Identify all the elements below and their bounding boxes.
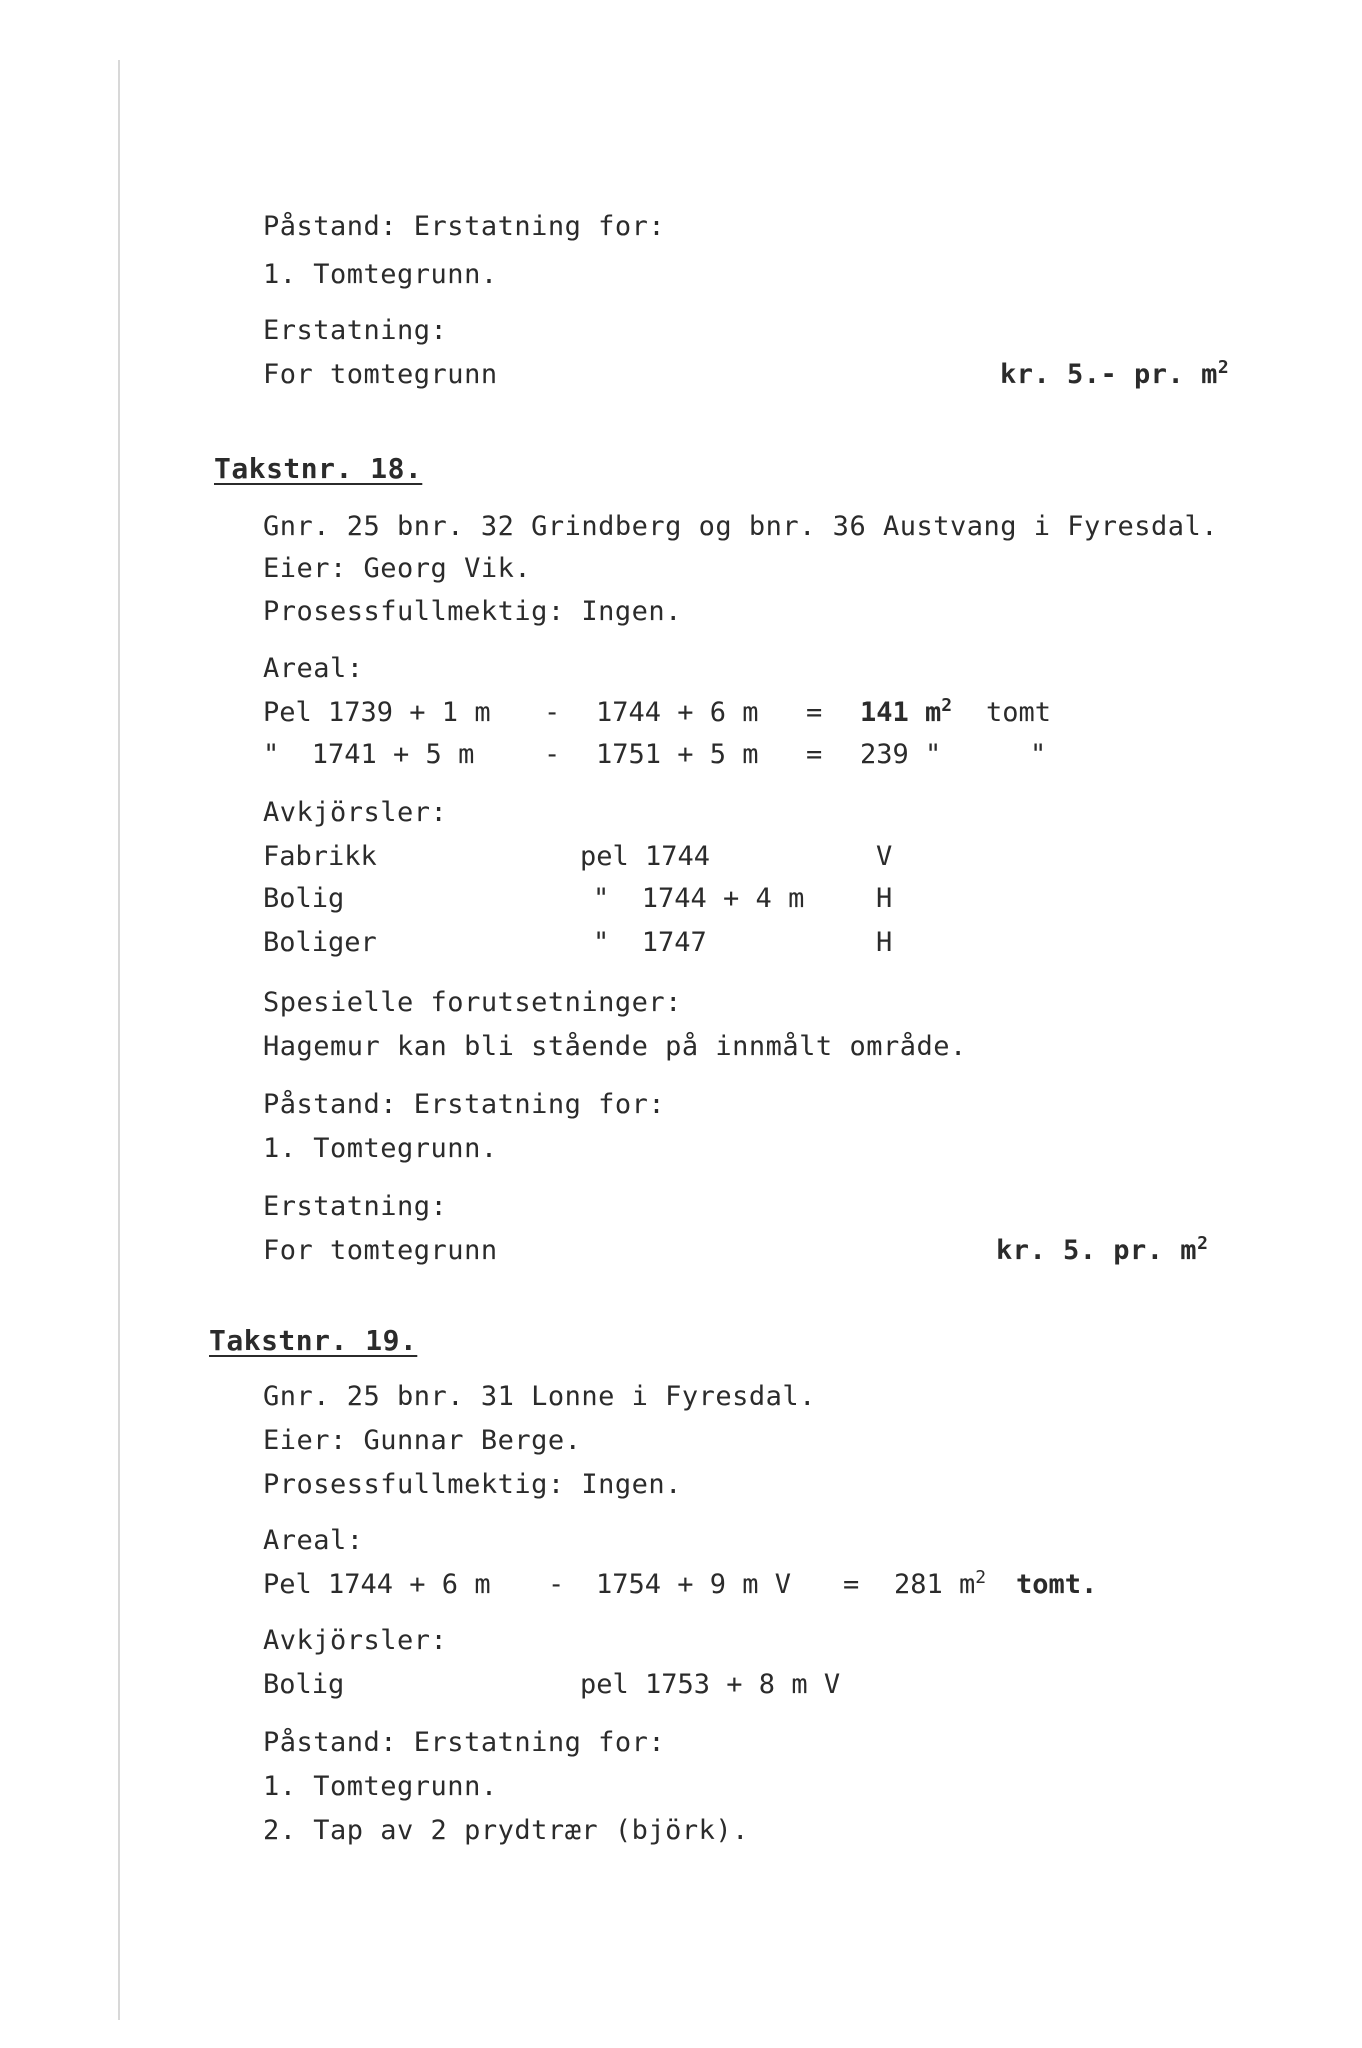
area-exponent: 2 [941, 695, 953, 716]
exit-side: H [876, 883, 893, 914]
area-exponent: 2 [975, 1567, 987, 1588]
area-value-text: 141 m [860, 697, 942, 728]
compensation-exponent: 2 [1217, 357, 1230, 378]
area-from: Pel 1739 + 1 m [263, 697, 491, 728]
area-from: " 1741 + 5 m [263, 739, 475, 770]
special-text-18: Hagemur kan bli stående på innmålt område. [263, 1031, 967, 1062]
compensation-label: Erstatning: [263, 315, 448, 346]
owner-line-19: Eier: Gunnar Berge. [263, 1425, 582, 1456]
area-equals: = [843, 1569, 860, 1600]
area-to: 1751 + 5 m [596, 739, 759, 770]
exit-type: Boliger [263, 927, 377, 958]
exit-type: Bolig [263, 1669, 345, 1700]
claim-item-1-19: 1. Tomtegrunn. [263, 1771, 498, 1802]
claim-line-18: Påstand: Erstatning for: [263, 1089, 666, 1120]
exit-side: V [876, 841, 893, 872]
owner-line-18: Eier: Georg Vik. [263, 553, 532, 584]
claim-item-2-19: 2. Tap av 2 prydtrær (björk). [263, 1815, 749, 1846]
area-value [860, 696, 952, 730]
area-equals: = [806, 739, 823, 770]
exits-label-19: Avkjörsler: [263, 1625, 448, 1656]
compensation-exponent: 2 [1197, 1233, 1209, 1254]
area-value-text: 281 m [894, 1569, 976, 1600]
compensation-amount-text: kr. 5.- pr. m [1000, 359, 1218, 390]
area-to: 1754 + 9 m V [596, 1569, 792, 1600]
exit-pel: " 1747 [593, 927, 707, 958]
exit-type: Bolig [263, 883, 345, 914]
exit-side: H [876, 927, 893, 958]
property-line-19: Gnr. 25 bnr. 31 Lonne i Fyresdal. [263, 1381, 816, 1412]
claim-line-19: Påstand: Erstatning for: [263, 1727, 666, 1758]
area-unit: " [1030, 739, 1047, 770]
compensation-item-label: For tomtegrunn [263, 359, 498, 390]
exit-pel: pel 1744 [580, 841, 711, 872]
area-from: Pel 1744 + 6 m [263, 1569, 491, 1600]
compensation-amount-18 [996, 1234, 1208, 1268]
area-equals: = [806, 697, 823, 728]
special-label-18: Spesielle forutsetninger: [263, 987, 682, 1018]
compensation-label-18: Erstatning: [263, 1191, 448, 1222]
exit-type: Fabrikk [263, 841, 377, 872]
compensation-amount-text: kr. 5. pr. m [996, 1235, 1198, 1266]
section-heading-19: Takstnr. 19. [209, 1324, 418, 1357]
area-label-18: Areal: [263, 653, 364, 684]
claim-item-1-18: 1. Tomtegrunn. [263, 1133, 498, 1164]
exit-pel: pel 1753 + 8 m V [580, 1669, 841, 1700]
exits-label-18: Avkjörsler: [263, 797, 448, 828]
area-unit: tomt. [1016, 1569, 1098, 1600]
compensation-amount [1000, 358, 1229, 392]
property-line-18: Gnr. 25 bnr. 32 Grindberg og bnr. 36 Austvang i Fyresdal. [263, 511, 1219, 542]
compensation-item-label-18: For tomtegrunn [263, 1235, 498, 1266]
exit-pel: " 1744 + 4 m [593, 883, 805, 914]
attorney-line-19: Prosessfullmektig: Ingen. [263, 1469, 682, 1500]
area-value [894, 1568, 986, 1602]
claim-line: Påstand: Erstatning for: [263, 211, 666, 242]
area-dash: - [544, 739, 561, 770]
area-dash: - [548, 1569, 565, 1600]
area-dash: - [544, 697, 561, 728]
area-to: 1744 + 6 m [596, 697, 759, 728]
area-label-19: Areal: [263, 1525, 364, 1556]
area-unit: tomt [986, 697, 1052, 728]
section-heading-18: Takstnr. 18. [214, 452, 423, 485]
claim-item-1: 1. Tomtegrunn. [263, 259, 498, 290]
area-value: 239 " [860, 739, 942, 770]
attorney-line-18: Prosessfullmektig: Ingen. [263, 596, 682, 627]
